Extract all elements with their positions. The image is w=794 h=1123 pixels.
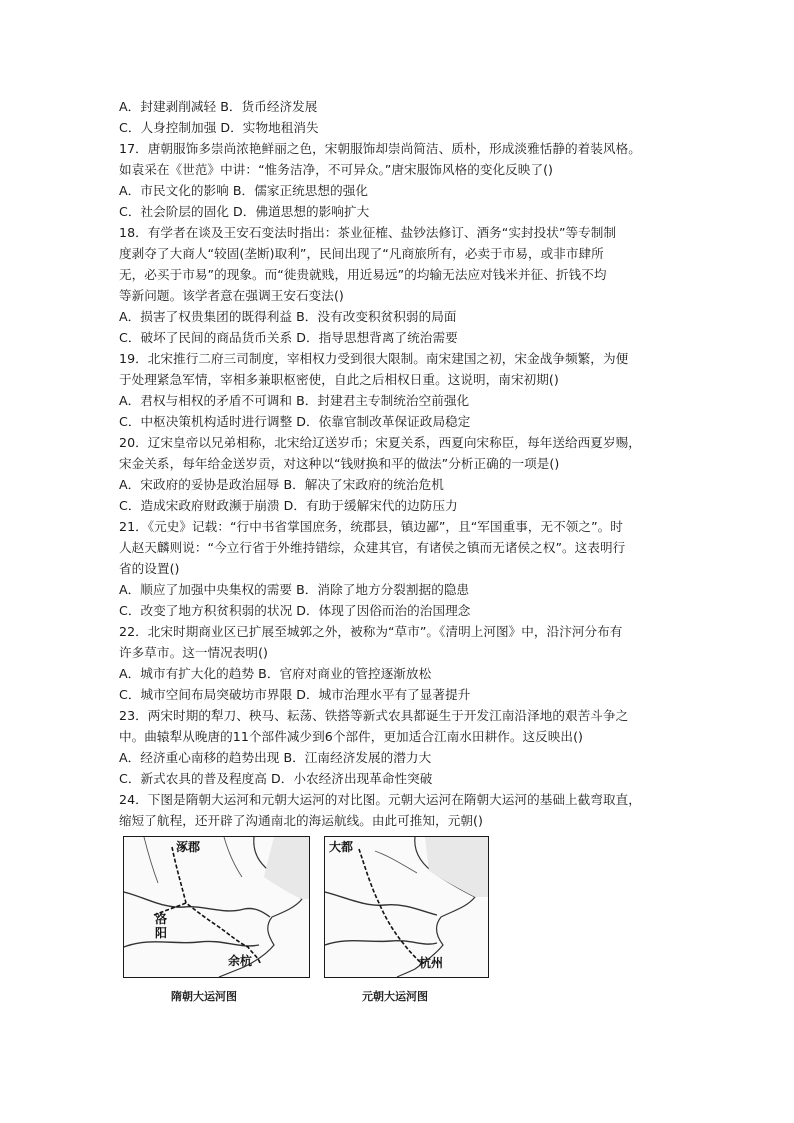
label-zhuojun: 涿郡 [176, 840, 201, 854]
text-line: 18．有学者在谈及王安石变法时指出：茶业征榷、盐钞法修订、酒务“实封投状”等专制制 [119, 225, 617, 240]
text-line: A．市民文化的影响 B．儒家正统思想的强化 [119, 183, 368, 198]
text-line: A．经济重心南移的趋势出现 B．江南经济发展的潜力大 [119, 750, 432, 765]
text-line: C．改变了地方积贫积弱的状况 D．体现了因俗而治的治国理念 [119, 603, 471, 618]
canal-maps-figure [119, 836, 679, 1008]
text-line: 24．下图是隋朝大运河和元朝大运河的对比图。元朝大运河在隋朝大运河的基础上截弯取直， [119, 792, 641, 807]
text-line: 如袁采在《世范》中讲：“惟务洁净，不可异众。”唐宋服饰风格的变化反映了() [119, 162, 554, 177]
label-yang: 阳 [155, 926, 168, 940]
text-line: 22．北宋时期商业区已扩展至城郭之外，被称为“草市”。《清明上河图》中，沿汴河分布有 [119, 624, 623, 639]
text-line: 23．两宋时期的犁刀、秧马、耘荡、铁搭等新式农具都诞生于开发江南沿泽地的艰苦斗争之 [119, 708, 629, 723]
text-line: 17．唐朝服饰多崇尚浓艳鲜丽之色，宋朝服饰却崇尚简洁、质朴，形成淡雅恬静的着装风格。 [119, 141, 641, 156]
text-line: 20．辽宋皇帝以兄弟相称，北宋给辽送岁币；宋夏关系，西夏向宋称臣，每年送给西夏岁赐， [119, 435, 641, 450]
sui-map-caption: 隋朝大运河图 [171, 990, 237, 1003]
text-line: C．造成宋政府财政濒于崩溃 D．有助于缓解宋代的边防压力 [119, 498, 458, 513]
text-line: 度剥夺了大商人“较固(垄断)取利”，民间出现了“凡商旅所有，必卖于市易，或非市肆所 [119, 246, 604, 261]
text-line: C．社会阶层的固化 D．佛道思想的影响扩大 [119, 204, 370, 219]
text-line: C．破坏了民间的商品货币关系 D．指导思想背离了统治需要 [119, 330, 458, 345]
label-luo: 洛 [155, 912, 168, 926]
text-line: C．城市空间布局突破坊市界限 D．城市治理水平有了显著提升 [119, 687, 471, 702]
text-line: C．中枢决策机构适时进行调整 D．依靠官制改革保证政局稳定 [119, 414, 471, 429]
text-line: C．人身控制加强 D．实物地租消失 [119, 120, 319, 135]
text-line: A．城市有扩大化的趋势 B．官府对商业的管控逐渐放松 [119, 666, 432, 681]
label-dadu: 大都 [329, 840, 354, 854]
text-line: A．宋政府的妥协是政治屈辱 B．解决了宋政府的统治危机 [119, 477, 444, 492]
yuan-canal-map [324, 836, 489, 978]
label-yuhang: 余杭 [228, 954, 253, 968]
question-text-block [119, 96, 679, 831]
text-line: 于处理紧急军情，宰相多兼职枢密使，自此之后相权日重。这说明，南宋初期() [119, 372, 559, 387]
exam-page [119, 96, 679, 1008]
text-line: A．顺应了加强中央集权的需要 B．消除了地方分裂割据的隐患 [119, 582, 470, 597]
text-line: 宋金关系，每年给金送岁贡，对这种以“钱财换和平的做法”分析正确的一项是() [119, 456, 560, 471]
text-line: 省的设置() [119, 561, 180, 576]
sui-canal-map [123, 836, 310, 978]
text-line: 21．《元史》记载：“行中书省掌国庶务，统郡县，镇边鄙”，且“军国重事，无不领之”。时 [119, 519, 623, 534]
text-line: 人赵天麟则说：“今立行省于外维持错综，众建其官，有诸侯之镇而无诸侯之权”。这表明行 [119, 540, 626, 555]
text-line: A．损害了权贵集团的既得利益 B．没有改变积贫积弱的局面 [119, 309, 457, 324]
label-hangzhou: 杭州 [419, 956, 444, 970]
text-line: 无，必买于市易”的现象。而“徙贵就贱，用近易远”的均输无法应对钱米并征、折钱不均 [119, 267, 607, 282]
text-line: 中。曲辕犁从晚唐的11个部件减少到6个部件，更加适合江南水田耕作。这反映出() [119, 729, 584, 744]
text-line: C．新式农具的普及程度高 D．小农经济出现革命性突破 [119, 771, 433, 786]
text-line: 等新问题。该学者意在强调王安石变法() [119, 288, 344, 303]
text-line: 19．北宋推行二府三司制度，宰相权力受到很大限制。南宋建国之初，宋金战争频繁，为便 [119, 351, 629, 366]
text-line: A．封建剥削减轻 B．货币经济发展 [119, 99, 318, 114]
yuan-map-caption: 元朝大运河图 [362, 990, 428, 1003]
text-line: 缩短了航程，还开辟了沟通南北的海运航线。由此可推知，元朝() [119, 813, 483, 828]
text-line: A．君权与相权的矛盾不可调和 B．封建君主专制统治空前强化 [119, 393, 470, 408]
text-line: 许多草市。这一情况表明() [119, 645, 269, 660]
